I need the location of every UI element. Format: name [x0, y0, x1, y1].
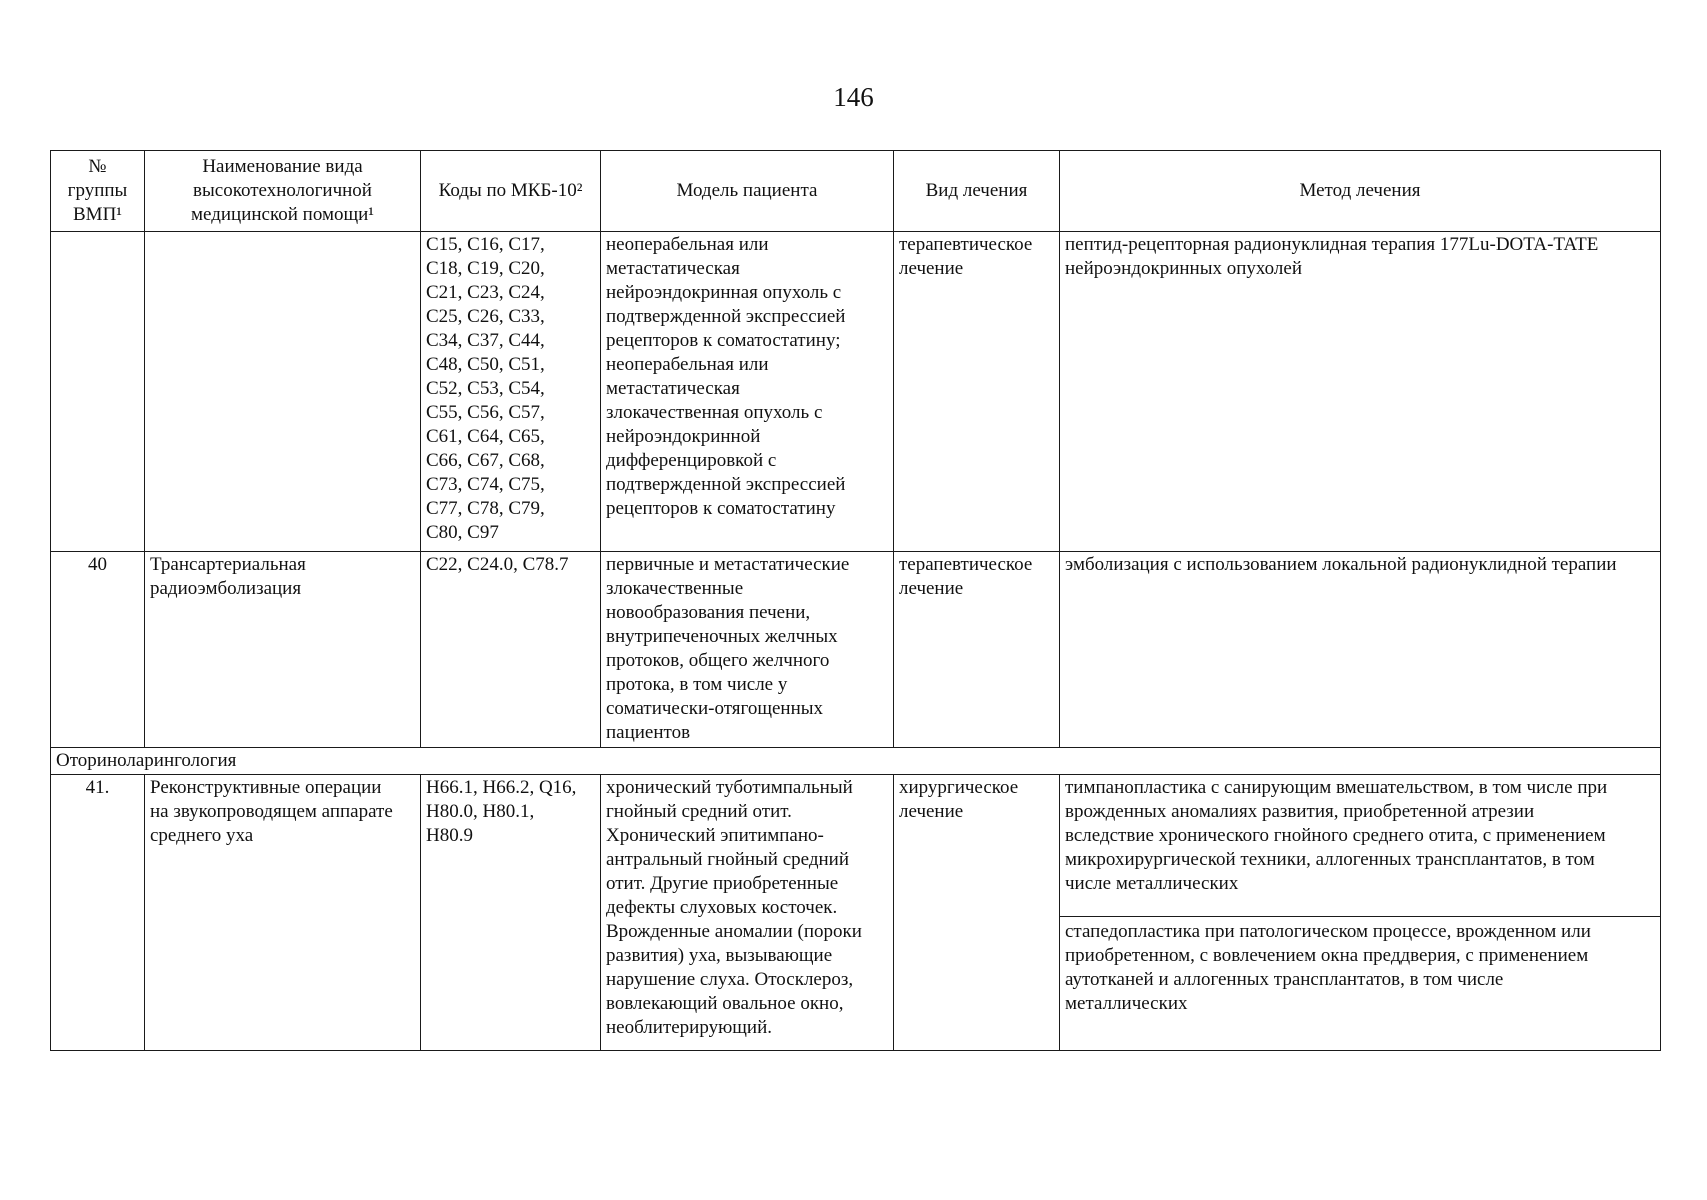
header-treatment-method: Метод лечения	[1060, 151, 1661, 232]
row-icd-codes: C15, C16, C17, C18, C19, C20, C21, C23, C24, C25, C26, C33, C34, C37, C44, C48, C50, C51, C52, C53, C54, C55, C56, C57, C61, C64, C65, C66, C67, C68, C73, C74, C75, C77, C78, C79, C80, C97	[421, 232, 601, 552]
row-treatment-methods	[1060, 775, 1661, 1051]
row-care-type: Трансартериальная радиоэмболизация	[145, 552, 421, 748]
row-treatment-type: терапевтическое лечение	[894, 232, 1060, 552]
row-treatment-method: эмболизация с использованием локальной радионуклидной терапии	[1060, 552, 1661, 748]
row-number	[51, 232, 145, 552]
row-treatment-method: пептид-рецепторная радионуклидная терапия 177Lu-DOTA-TATE нейроэндокринных опухолей	[1060, 232, 1661, 552]
method-stapedoplasty: стапедопластика при патологическом процессе, врожденном или приобретенном, с вовлечением окна преддверия, с применением аутотканей и аллогенных трансплантатов, в том числе металлических	[1060, 916, 1660, 1036]
section-title: Оториноларингология	[51, 748, 1661, 775]
header-group-number: № группы ВМП¹	[51, 151, 145, 232]
row-treatment-type: терапевтическое лечение	[894, 552, 1060, 748]
table-header	[51, 151, 1661, 232]
header-care-type: Наименование вида высокотехнологичной медицинской помощи¹	[145, 151, 421, 232]
row-icd-codes: H66.1, H66.2, Q16, H80.0, H80.1, H80.9	[421, 775, 601, 1051]
row-care-type: Реконструктивные операции на звукопроводящем аппарате среднего уха	[145, 775, 421, 1051]
row-treatment-type: хирургическое лечение	[894, 775, 1060, 1051]
vmp-table	[50, 150, 1661, 1051]
header-icd-codes: Коды по МКБ-10²	[421, 151, 601, 232]
page-number: 146	[833, 82, 874, 112]
row-number: 40	[51, 552, 145, 748]
row-number: 41.	[51, 775, 145, 1051]
table-row	[51, 552, 1661, 748]
section-row	[51, 748, 1661, 775]
header-patient-model: Модель пациента	[601, 151, 894, 232]
table-row	[51, 775, 1661, 1051]
header-treatment-type: Вид лечения	[894, 151, 1060, 232]
row-patient-model: первичные и метастатические злокачественные новообразования печени, внутрипеченочных желчных протоков, общего желчного протока, в том числе у соматически-отягощенных пациентов	[601, 552, 894, 748]
method-tympanoplasty: тимпанопластика с санирующим вмешательством, в том числе при врожденных аномалиях развития, приобретенной атрезии вследствие хронического гнойного среднего отита, с применением микрохирургической техники, аллогенных трансплантатов, в том числе металлических	[1065, 777, 1608, 894]
row-care-type	[145, 232, 421, 552]
row-icd-codes: C22, C24.0, C78.7	[421, 552, 601, 748]
row-patient-model: неоперабельная или метастатическая нейроэндокринная опухоль с подтвержденной экспрессией рецепторов к соматостатину; неоперабельная или метастатическая злокачественная опухоль с нейроэндокринной дифференцировкой с подтвержденной экспрессией рецепторов к соматостатину	[601, 232, 894, 552]
row-patient-model: хронический туботимпальный гнойный средний отит. Хронический эпитимпано- антральный гнойный средний отит. Другие приобретенные дефекты слуховых косточек. Врожденные аномалии (пороки развития) уха, вызывающие нарушение слуха. Отосклероз, вовлекающий овальное окно, необлитерирующий.	[601, 775, 894, 1051]
table-row	[51, 232, 1661, 552]
